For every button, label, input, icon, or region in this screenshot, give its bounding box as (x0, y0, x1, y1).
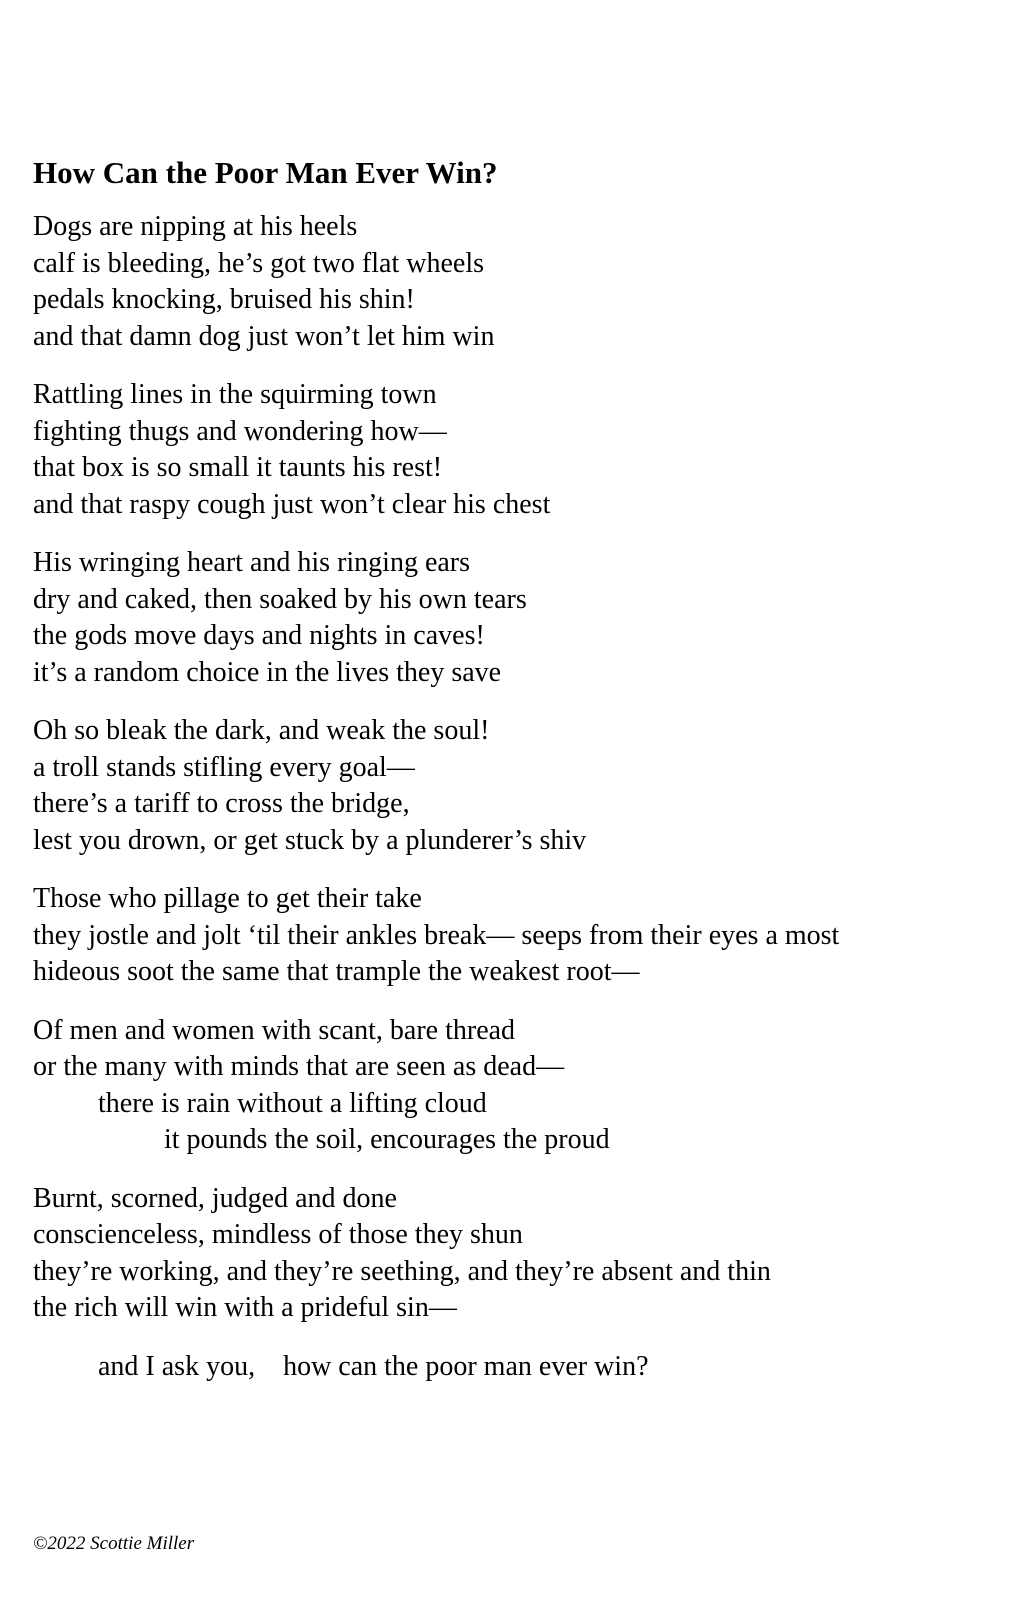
poem-line: conscienceless, mindless of those they shun (33, 1219, 523, 1250)
poem-line-indented: there is rain without a lifting cloud (98, 1087, 487, 1119)
poem-line: hideous soot the same that trample the weakest root— (33, 956, 640, 987)
poem-line: Rattling lines in the squirming town (33, 379, 437, 410)
poem-line: and that damn dog just won’t let him win (33, 320, 495, 352)
poem-line: calf is bleeding, he’s got two flat wheels (33, 247, 484, 279)
poem-line: there’s a tariff to cross the bridge, (33, 788, 410, 819)
poem-line: and that raspy cough just won’t clear his chest (33, 488, 551, 520)
poem-title: How Can the Poor Man Ever Win? (33, 155, 498, 190)
poem-line: the gods move days and nights in caves! (33, 620, 485, 651)
poem-line-indented: it pounds the soil, encourages the proud (164, 1124, 610, 1155)
poem-line: the rich will win with a prideful sin— (33, 1292, 457, 1323)
poem-page (33, 153, 993, 1385)
poem-line: a troll stands stifling every goal— (33, 751, 415, 783)
poem-line: dry and caked, then soaked by his own tears (33, 583, 527, 615)
poem-line: Oh so bleak the dark, and weak the soul! (33, 715, 490, 746)
stanza-7 (33, 1181, 993, 1327)
poem-line: Of men and women with scant, bare thread (33, 1014, 516, 1046)
poem-line: lest you drown, or get stuck by a plunderer’s shiv (33, 824, 587, 856)
stanza-1 (33, 209, 993, 355)
poem-line: His wringing heart and his ringing ears (33, 547, 471, 578)
stanza-4 (33, 713, 993, 859)
poem-line: or the many with minds that are seen as dead— (33, 1051, 565, 1082)
closing-line: and I ask you, how can the poor man ever win? (98, 1350, 649, 1382)
stanza-3 (33, 545, 993, 691)
poem-line: that box is so small it taunts his rest! (33, 452, 443, 483)
poem-line: they’re working, and they’re seething, and they’re absent and thin (33, 1255, 771, 1287)
poem-line: Burnt, scorned, judged and done (33, 1182, 397, 1214)
poem-line: pedals knocking, bruised his shin! (33, 284, 415, 315)
poem-line: fighting thugs and wondering how— (33, 415, 447, 447)
poem-line: Dogs are nipping at his heels (33, 211, 358, 242)
poem-line: it’s a random choice in the lives they save (33, 656, 502, 688)
copyright-notice: ©2022 Scottie Miller (33, 1533, 195, 1554)
poem-line: Those who pillage to get their take (33, 883, 422, 914)
stanza-6 (33, 1013, 993, 1159)
stanza-5 (33, 881, 993, 991)
poem-line: they jostle and jolt ‘til their ankles break— seeps from their eyes a most (33, 919, 840, 951)
stanza-2 (33, 377, 993, 523)
